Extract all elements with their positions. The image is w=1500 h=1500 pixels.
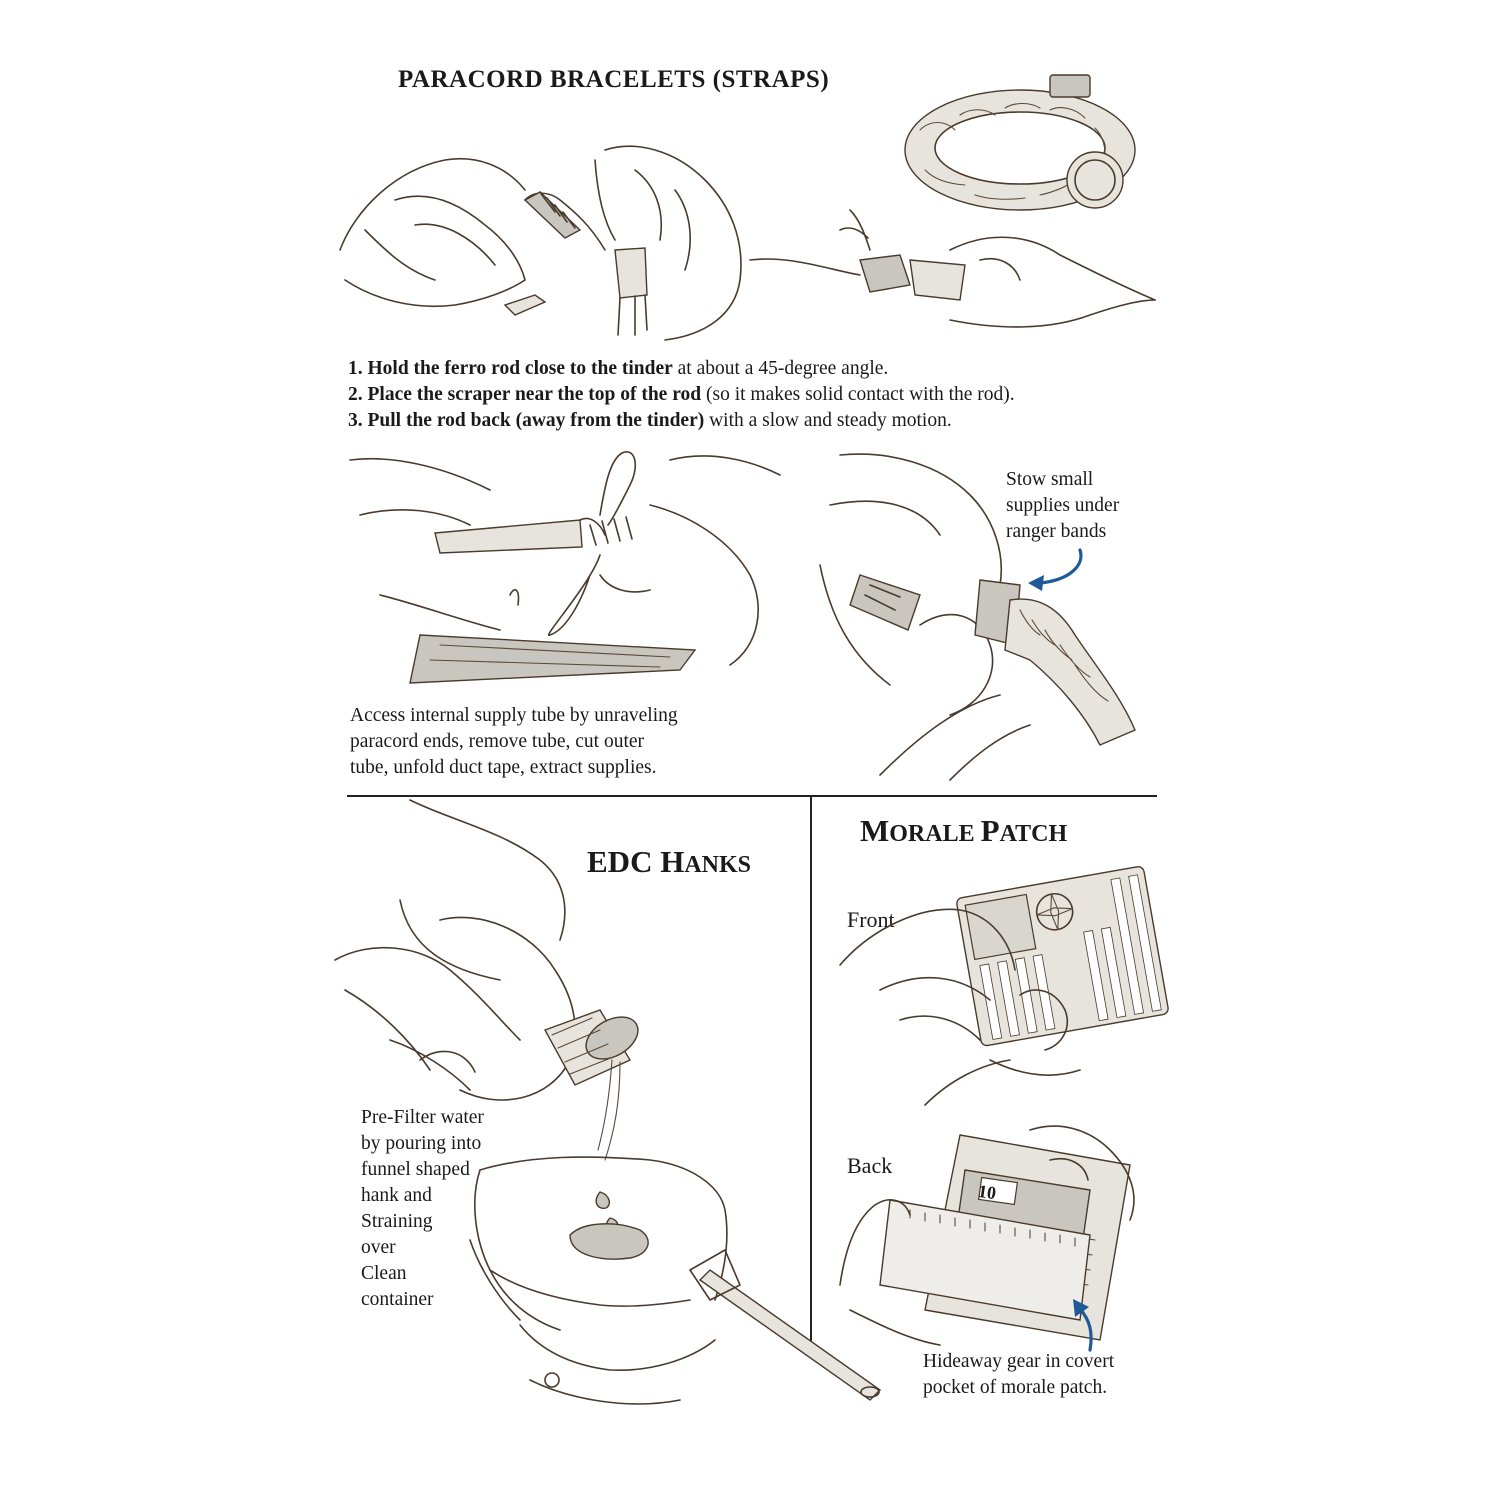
ferro-rod-hands-illustration [335,130,755,350]
prefilter-caption: Pre-Filter water by pouring into funnel shaped hank and Straining over Clean container [361,1107,484,1310]
bill-number: 10 [976,1180,998,1204]
front-label: Front [847,907,895,932]
step-1: 1. Hold the ferro rod close to the tinder at about a 45-degree angle. [348,358,889,379]
patch-arrow-icon [1065,1295,1105,1355]
horizontal-divider [347,795,1157,797]
morale-patch-title: MORALE PATCH [860,813,1068,848]
hideaway-caption: Hideaway gear in covert pocket of morale patch. [923,1351,1115,1398]
step-3: 3. Pull the rod back (away from the tinder) with a slow and steady motion. [348,410,952,431]
step-2: 2. Place the scraper near the top of the rod (so it makes solid contact with the rod). [348,384,1015,405]
edc-hanks-title: EDC HANKS [587,844,752,879]
bracelet-buckle-illustration [750,60,1160,350]
supply-tube-illustration [350,445,795,700]
back-label: Back [847,1153,893,1178]
ferro-rod-steps [348,356,1015,434]
stow-callout: Stow small supplies under ranger bands [1006,469,1120,542]
access-caption: Access internal supply tube by unraveling paracord ends, remove tube, cut outer tube, unfold duct tape, extract supplies. [350,705,678,778]
stow-arrow-icon [1020,545,1090,595]
morale-patch-back-illustration [830,1110,1160,1355]
morale-patch-front-illustration [840,860,1170,1120]
paracord-title: PARACORD BRACELETS (STRAPS) [398,66,830,93]
